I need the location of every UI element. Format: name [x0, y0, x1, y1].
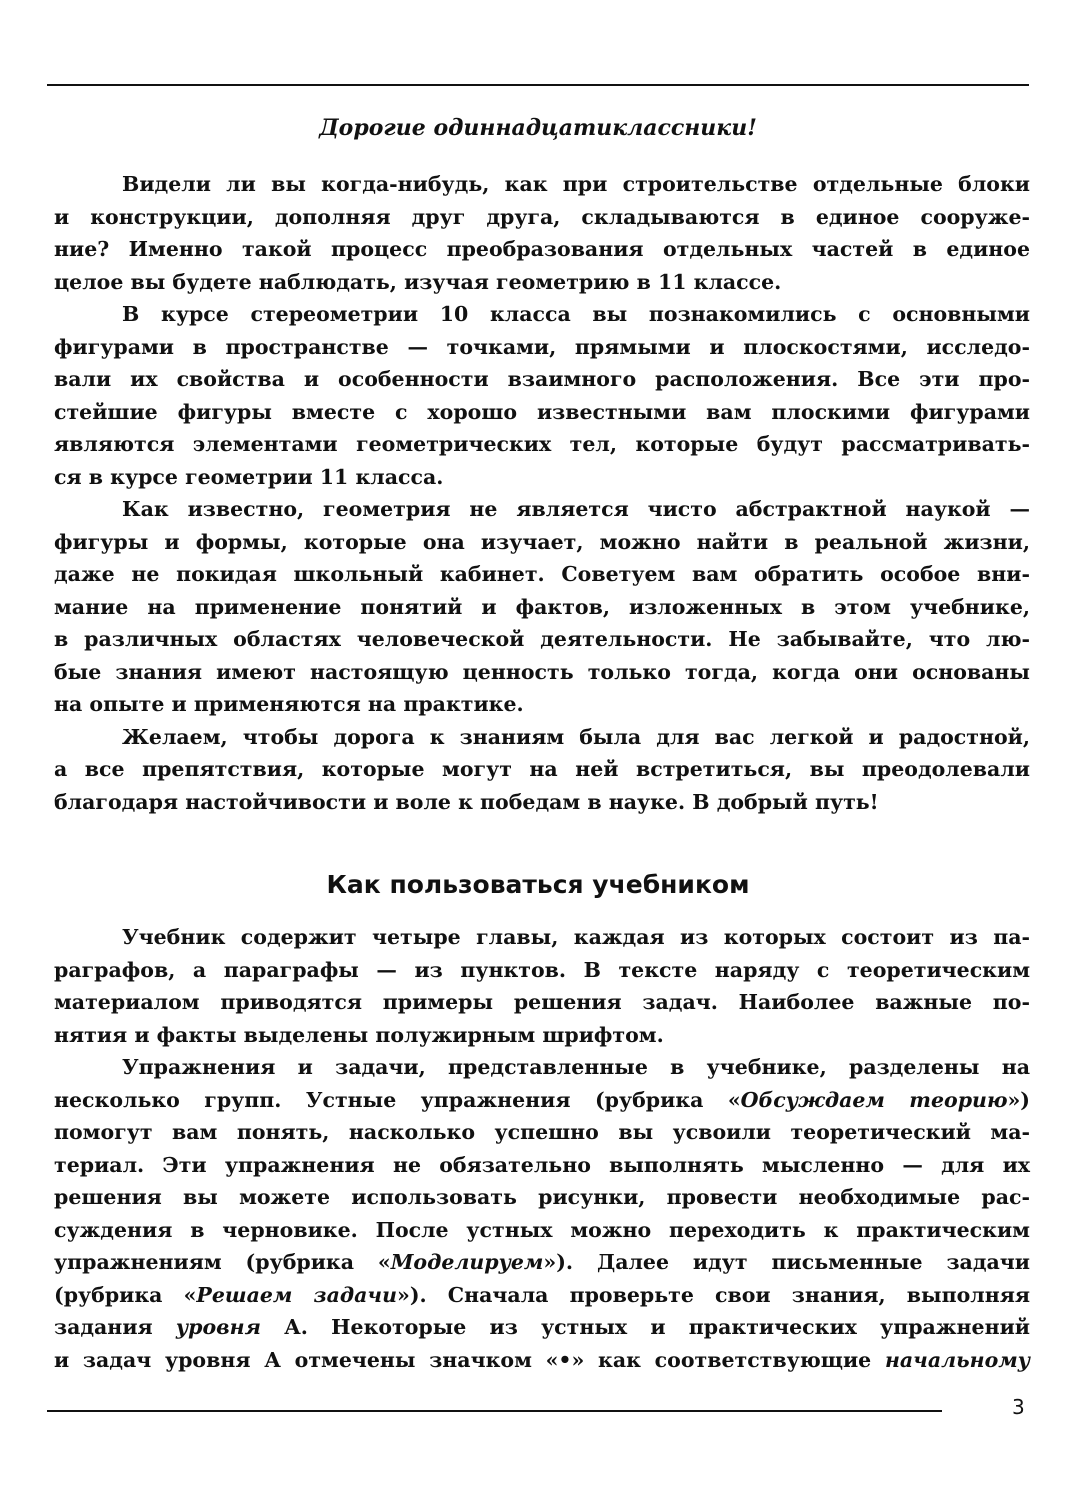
- rubric-name: Обсуждаем теорию: [740, 1087, 1008, 1112]
- text-line: [54, 1246, 1030, 1279]
- top-rule: [47, 84, 1029, 86]
- text-line: [54, 1279, 1030, 1312]
- text-line: стейшие фигуры вместе с хорошо известными вам плоскими фигурами: [54, 399, 1030, 424]
- greeting-heading: Дорогие одиннадцатиклассники!: [319, 115, 757, 141]
- text-line: териал. Эти упражнения не обязательно выполнять мысленно — для их: [54, 1152, 1030, 1177]
- text-line: помогут вам понять, насколько успешно вы усвоили теоретический ма-: [54, 1120, 1030, 1144]
- text-line: нятия и факты выделены полужирным шрифтом.: [54, 1022, 664, 1047]
- text-line: фигуры и формы, которые она изучает, можно найти в реальной жизни,: [54, 529, 1030, 554]
- text-line: целое вы будете наблюдать, изучая геометрию в 11 классе.: [54, 269, 782, 294]
- text-line: ние? Именно такой процесс преобразования отдельных частей в единое: [54, 237, 1030, 261]
- text-line: [54, 1344, 1030, 1377]
- rubric-name: Решаем задачи: [196, 1282, 397, 1307]
- text-line: являются элементами геометрических тел, которые будут рассматривать-: [54, 432, 1030, 456]
- text-line: [54, 1084, 1030, 1117]
- intro-text: [54, 168, 1030, 818]
- text-line: Как известно, геометрия не является чисто абстрактной наукой —: [122, 497, 1030, 521]
- text-line: бые знания имеют настоящую ценность только тогда, когда они основаны: [54, 659, 1030, 684]
- text-line: раграфов, а параграфы — из пунктов. В тексте наряду с теоретическим: [54, 957, 1030, 982]
- text-line: в различных областях человеческой деятельности. Не забывайте, что лю-: [54, 627, 1030, 651]
- emphasis-word: уровня: [175, 1315, 261, 1339]
- text-run: А. Некоторые из устных и практических упражнений: [260, 1315, 1030, 1339]
- text-line: вали их свойства и особенности взаимного расположения. Все эти про-: [54, 367, 1030, 391]
- text-line: даже не покидая школьный кабинет. Советуем вам обратить особое вни-: [54, 562, 1030, 586]
- text-line: на опыте и применяются на практике.: [54, 692, 524, 716]
- rubric-name: Моделируем: [390, 1250, 544, 1274]
- text-run: »). Сначала проверьте свои знания, выполняя: [397, 1282, 1030, 1307]
- section-title: Как пользоваться учебником: [326, 870, 750, 899]
- text-line: благодаря настойчивости и воле к победам в науке. В добрый путь!: [54, 789, 879, 814]
- text-line: мание на применение понятий и фактов, изложенных в этом учебнике,: [54, 594, 1030, 619]
- text-line: материалом приводятся примеры решения задач. Наиболее важные по-: [54, 990, 1030, 1014]
- text-line: ся в курсе геометрии 11 класса.: [54, 464, 444, 489]
- text-run: задания: [54, 1315, 176, 1339]
- text-run: упражнениям (рубрика «: [54, 1250, 391, 1274]
- text-line: [54, 1311, 1030, 1344]
- page-number: 3: [1012, 1395, 1025, 1419]
- text-line: Упражнения и задачи, представленные в учебнике, разделены на: [122, 1055, 1030, 1079]
- text-line: суждения в черновике. После устных можно переходить к практическим: [54, 1217, 1030, 1242]
- text-line: Желаем, чтобы дорога к знаниям была для вас легкой и радостной,: [122, 724, 1030, 749]
- text-line: фигурами в пространстве — точками, прямыми и плоскостями, исследо-: [54, 334, 1030, 359]
- emphasis-word: начальному: [884, 1347, 1030, 1372]
- text-line: Видели ли вы когда-нибудь, как при строительстве отдельные блоки: [122, 172, 1030, 196]
- text-line: В курсе стереометрии 10 класса вы познакомились с основными: [122, 302, 1030, 326]
- text-line: решения вы можете использовать рисунки, провести необходимые рас-: [54, 1185, 1030, 1209]
- text-run: »): [1007, 1087, 1030, 1112]
- text-run: (рубрика «: [54, 1282, 197, 1307]
- text-run: и задач уровня А отмечены значком «•» как соответствующие: [54, 1347, 885, 1372]
- text-run: »). Далее идут письменные задачи: [543, 1250, 1030, 1274]
- text-line: Учебник содержит четыре главы, каждая из которых состоит из па-: [122, 925, 1030, 949]
- text-run: несколько групп. Устные упражнения (рубрика «: [54, 1087, 741, 1112]
- text-line: и конструкции, дополняя друг друга, складываются в единое сооруже-: [54, 204, 1030, 229]
- bottom-rule: [47, 1410, 942, 1412]
- howto-text: [54, 921, 1030, 1376]
- text-line: а все препятствия, которые могут на ней встретиться, вы преодолевали: [54, 757, 1030, 781]
